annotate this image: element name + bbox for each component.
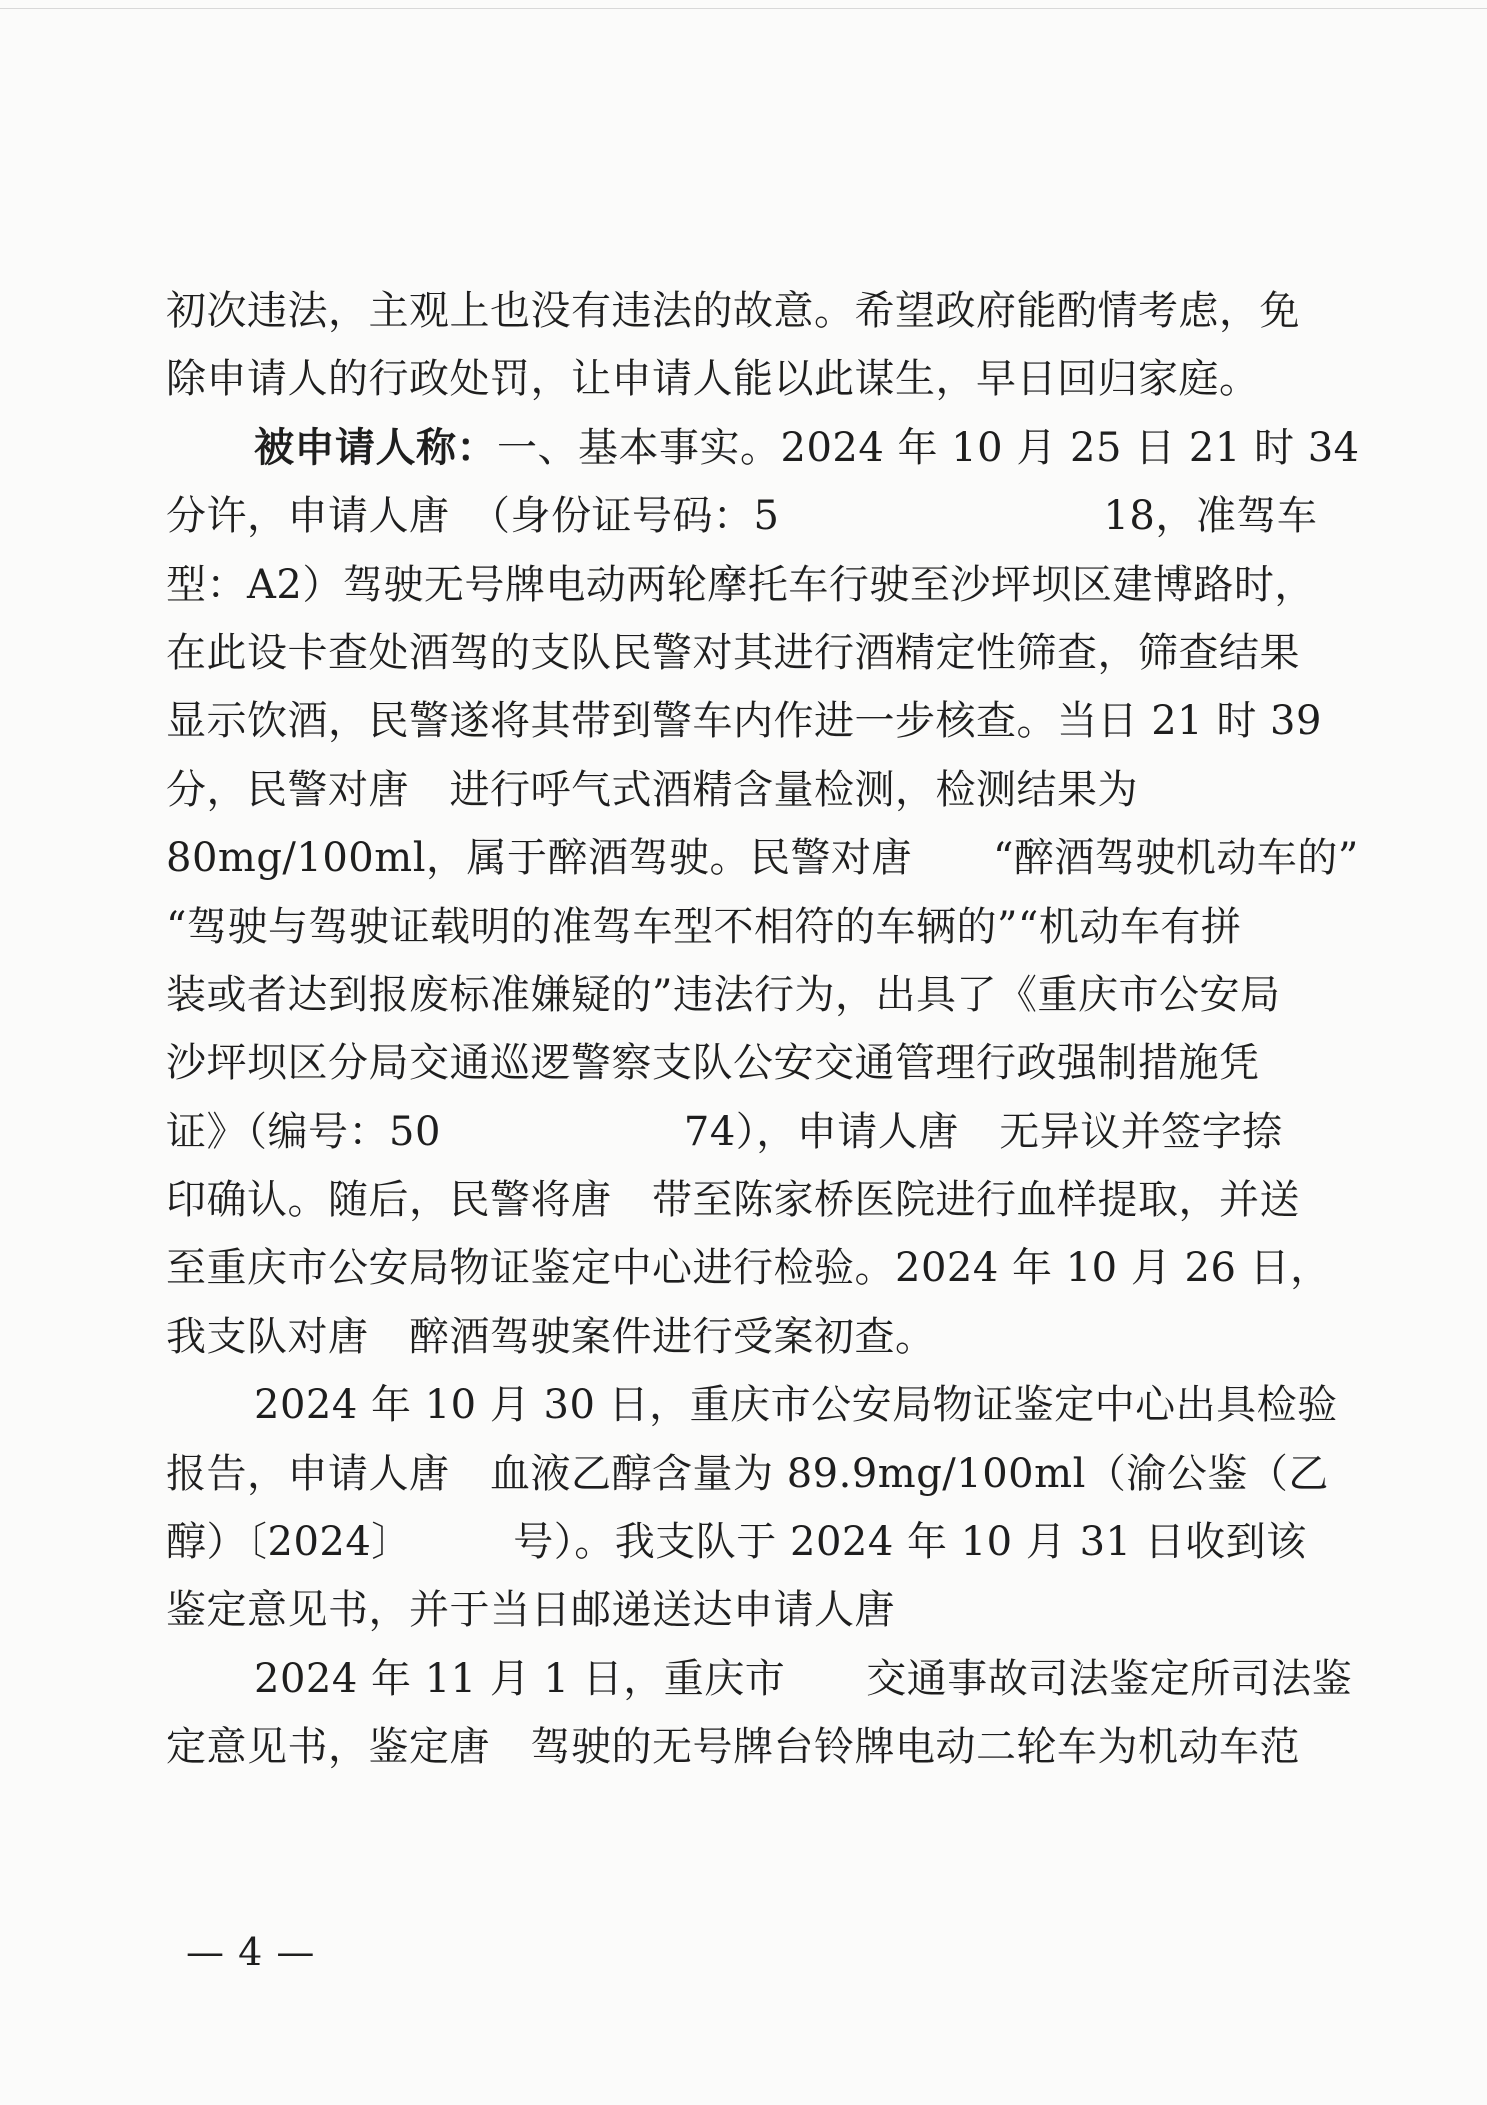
- text-line: [166, 414, 1360, 482]
- text-line: 在此设卡查处酒驾的支队民警对其进行酒精定性筛查，筛查结果: [166, 629, 1300, 676]
- respondent-label: 被申请人称：: [254, 423, 497, 471]
- top-divider: [0, 8, 1487, 9]
- text-line: 初次违法，主观上也没有违法的故意。希望政府能酌情考虑，免: [166, 288, 1300, 334]
- text-line: 印确认。随后，民警将唐 带至陈家桥医院进行血样提取，并送: [166, 1177, 1300, 1224]
- text-line: 醇）〔2024〕 号）。我支队于 2024 年 10 月 31 日收到该: [166, 1519, 1307, 1566]
- text-line: 鉴定意见书，并于当日邮递送达申请人唐: [166, 1587, 895, 1634]
- text-line: 报告，申请人唐 血液乙醇含量为 89.9mg/100ml（渝公鉴（乙: [166, 1450, 1329, 1497]
- text-segment: 一、基本事实。2024 年 10 月 25 日 21 时 34: [497, 424, 1360, 471]
- text-line: 装或者达到报废标准嫌疑的”违法行为，出具了《重庆市公安局: [166, 971, 1281, 1018]
- text-line: 至重庆市公安局物证鉴定中心进行检验。2024 年 10 月 26 日，: [166, 1245, 1331, 1292]
- text-line: 分，民警对唐 进行呼气式酒精含量检测，检测结果为: [166, 766, 1138, 813]
- page-number: — 4 —: [186, 1930, 316, 1974]
- document-body: [166, 277, 1360, 1782]
- text-line: 证》（编号：50 74），申请人唐 无异议并签字捺: [166, 1108, 1283, 1155]
- text-line: 80mg/100ml，属于醉酒驾驶。民警对唐 “醉酒驾驶机动车的”: [166, 835, 1359, 882]
- text-line: 显示饮酒，民警遂将其带到警车内作进一步核查。当日 21 时 39: [166, 698, 1322, 745]
- text-line: “驾驶与驾驶证载明的准驾车型不相符的车辆的”“机动车有拼: [166, 903, 1242, 950]
- text-line: 定意见书，鉴定唐 驾驶的无号牌台铃牌电动二轮车为机动车范: [166, 1724, 1300, 1771]
- text-line: 型：A2）驾驶无号牌电动两轮摩托车行驶至沙坪坝区建博路时，: [166, 561, 1315, 608]
- text-line: 除申请人的行政处罚，让申请人能以此谋生，早日回归家庭。: [166, 356, 1260, 403]
- text-line: 分许，申请人唐 （身份证号码：5 18，准驾车: [166, 493, 1318, 540]
- text-line: 我支队对唐 醉酒驾驶案件进行受案初查。: [166, 1313, 936, 1360]
- text-line: 2024 年 11 月 1 日，重庆市 交通事故司法鉴定所司法鉴: [254, 1655, 1353, 1702]
- text-line: 沙坪坝区分局交通巡逻警察支队公安交通管理行政强制措施凭: [166, 1040, 1260, 1087]
- text-line: 2024 年 10 月 30 日，重庆市公安局物证鉴定中心出具检验: [254, 1382, 1338, 1429]
